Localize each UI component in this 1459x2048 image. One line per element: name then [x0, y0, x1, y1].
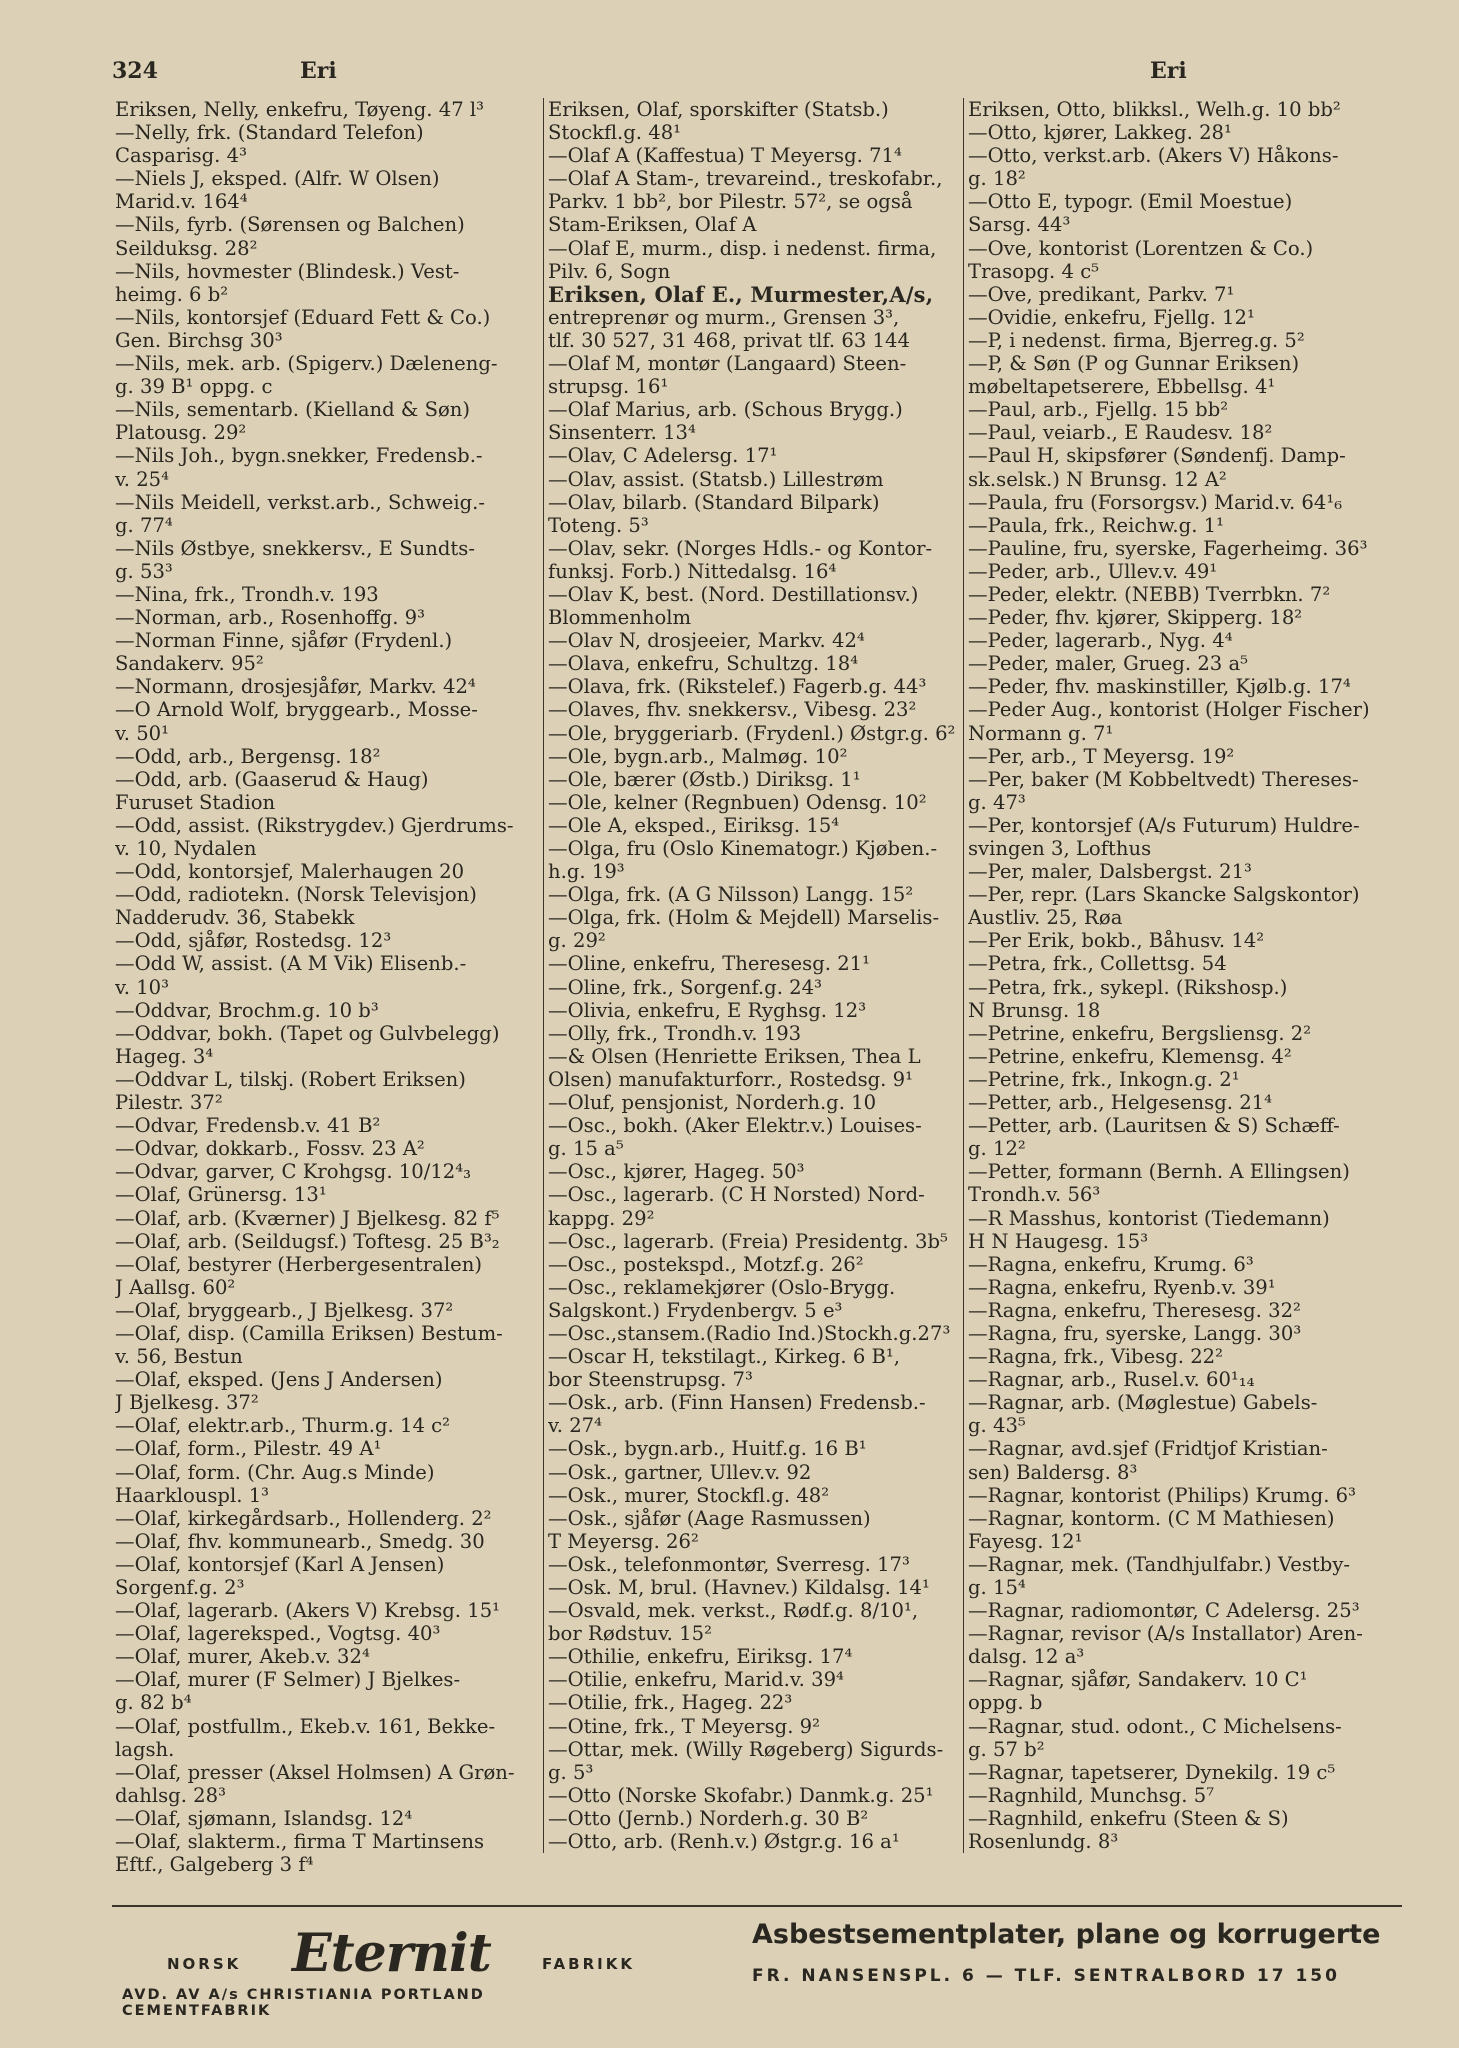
directory-line: —Olaf, form., Pilestr. 49 A¹ [115, 1437, 382, 1461]
directory-line: —Olaf, lagerarb. (Akers V) Krebsg. 15¹ [115, 1599, 501, 1623]
directory-line: kappg. 29² [548, 1206, 655, 1230]
directory-line: g. 18² [968, 167, 1026, 191]
directory-line: —Olav N, drosjeeier, Markv. 42⁴ [548, 629, 865, 653]
directory-line: —Peder, maler, Grueg. 23 a⁵ [968, 652, 1249, 676]
directory-line: J Bjelkesg. 37² [115, 1391, 259, 1415]
directory-line: —Olaf, Grünersg. 13¹ [115, 1183, 327, 1207]
directory-line: —Osc., kjører, Hageg. 50³ [548, 1160, 805, 1184]
directory-line: —Ragnar, mek. (Tandhjulfabr.) Vestby- [968, 1552, 1351, 1576]
directory-line: —Olav K, best. (Nord. Destillationsv.) [548, 582, 919, 606]
directory-line: svingen 3, Lofthus [968, 837, 1152, 860]
directory-line: v. 25⁴ [115, 467, 169, 491]
directory-line: —Ottar, mek. (Willy Røgeberg) Sigurds- [548, 1737, 944, 1761]
directory-line: Eftf., Galgeberg 3 f⁴ [115, 1853, 314, 1877]
directory-line: Eriksen, Olaf E., Murmester,A/s, [548, 282, 934, 306]
directory-line: —Osc., bokh. (Aker Elektr.v.) Louises- [548, 1114, 922, 1138]
directory-line: —Oline, enkefru, Theresesg. 21¹ [548, 952, 870, 976]
directory-line: —Otto (Jernb.) Norderh.g. 30 B² [548, 1806, 869, 1830]
directory-line: —P, i nedenst. firma, Bjerreg.g. 5² [968, 328, 1305, 352]
directory-line: —Olav, bilarb. (Standard Bilpark) [548, 490, 880, 514]
directory-line: —Olly, frk., Trondh.v. 193 [548, 1021, 802, 1045]
directory-line: —Norman, arb., Rosenhoffg. 9³ [115, 606, 425, 630]
directory-line: —Odvar, Fredensb.v. 41 B² [115, 1114, 381, 1138]
directory-line: Pilestr. 37² [115, 1091, 223, 1115]
directory-line: —Ragnar, revisor (A/s Installator) Aren- [968, 1622, 1363, 1646]
directory-line: —Ragnhild, enkefru (Steen & S) [968, 1806, 1289, 1830]
right-running-head: Eri [1150, 58, 1187, 84]
directory-line: —Peder, fhv. kjører, Skipperg. 18² [968, 606, 1303, 630]
directory-line: —Petra, frk., Collettsg. 54 [968, 952, 1227, 976]
directory-line: —Othilie, enkefru, Eiriksg. 17⁴ [548, 1645, 853, 1669]
directory-line: —Normann, drosjesjåfør, Markv. 42⁴ [115, 675, 476, 699]
directory-line: —Odd, arb., Bergensg. 18² [115, 744, 381, 768]
directory-line: —Oddvar, Brochm.g. 10 b³ [115, 998, 379, 1022]
directory-line: Sandakerv. 95² [115, 652, 264, 676]
directory-line: g. 77⁴ [115, 513, 173, 537]
directory-line: Platousg. 29² [115, 421, 247, 445]
directory-line: Sarsg. 44³ [968, 213, 1071, 237]
directory-line: J Aallsg. 60² [115, 1275, 236, 1299]
directory-line: sk.selsk.) N Brunsg. 12 A² [968, 467, 1227, 491]
directory-line: —Otine, frk., T Meyersg. 9² [548, 1714, 821, 1738]
directory-line: —Osk., arb. (Finn Hansen) Fredensb.- [548, 1391, 926, 1415]
directory-line: —Olaf A (Kaffestua) T Meyersg. 71⁴ [548, 144, 902, 168]
directory-line: —O Arnold Wolf, bryggearb., Mosse- [115, 698, 478, 722]
directory-line: bor Rødstuv. 15² [548, 1622, 712, 1646]
directory-line: Olsen) manufakturforr., Rostedsg. 9¹ [548, 1067, 913, 1091]
directory-line: —Oddvar, bokh. (Tapet og Gulvbelegg) [115, 1021, 500, 1045]
directory-line: —Peder, lagerarb., Nyg. 4⁴ [968, 629, 1233, 653]
directory-line: —R Masshus, kontorist (Tiedemann) [968, 1206, 1330, 1230]
directory-line: —Nils, mek. arb. (Spigerv.) Dæleneng- [115, 352, 498, 376]
directory-line: —Ove, kontorist (Lorentzen & Co.) [968, 236, 1314, 260]
directory-line: Sinsenterr. 13⁴ [548, 421, 696, 445]
directory-line: —P, & Søn (P og Gunnar Eriksen) [968, 352, 1300, 376]
directory-line: Austliv. 25, Røa [968, 906, 1123, 930]
directory-line: —Per, kontorsjef (A/s Futurum) Huldre- [968, 813, 1360, 837]
directory-line: —Petrine, frk., Inkogn.g. 2¹ [968, 1067, 1240, 1091]
directory-line: g. 15 a⁵ [548, 1137, 624, 1161]
directory-line: —Ragnar, sjåfør, Sandakerv. 10 C¹ [968, 1668, 1308, 1692]
directory-line: v. 10, Nydalen [115, 837, 257, 860]
directory-line: —Ragna, fru, syerske, Langg. 30³ [968, 1321, 1302, 1345]
directory-line: —Peder, arb., Ullev.v. 49¹ [968, 559, 1218, 583]
directory-line: heimg. 6 b² [115, 282, 229, 306]
directory-line: —Olaf, presser (Aksel Holmsen) A Grøn- [115, 1760, 515, 1784]
directory-line: —Oddvar L, tilskj. (Robert Eriksen) [115, 1067, 466, 1091]
directory-line: Trasopg. 4 c⁵ [968, 259, 1100, 283]
directory-line: —Olaf, arb. (Seildugsf.) Toftesg. 25 B³₂ [115, 1229, 500, 1253]
directory-line: —Ole, bærer (Østb.) Diriksg. 1¹ [548, 767, 861, 791]
directory-line: —Paul, arb., Fjellg. 15 bb² [968, 398, 1229, 422]
directory-line: —Osc., lagerarb. (Freia) Presidentg. 3b⁵ [548, 1229, 948, 1253]
directory-line: —Ragnar, arb., Rusel.v. 60¹₁₄ [968, 1368, 1255, 1392]
directory-line: v. 56, Bestun [115, 1345, 243, 1369]
logo-norsk: NORSK [167, 1955, 242, 1973]
directory-line: —Paula, fru (Forsorgsv.) Marid.v. 64¹₆ [968, 490, 1343, 514]
directory-line: Blommenholm [548, 606, 692, 630]
ad-text [752, 1919, 1402, 1986]
directory-line: v. 50¹ [115, 721, 169, 745]
directory-line: —Olaf, kontorsjef (Karl A Jensen) [115, 1552, 445, 1576]
directory-line: Eriksen, Otto, blikksl., Welh.g. 10 bb² [968, 98, 1341, 121]
directory-line: tlf. 30 527, 31 468, privat tlf. 63 144 [548, 328, 910, 352]
directory-line: —Per Erik, bokb., Båhusv. 14² [968, 929, 1265, 953]
directory-line: strupsg. 16¹ [548, 375, 669, 399]
directory-line: —Nils, hovmester (Blindesk.) Vest- [115, 259, 460, 283]
directory-line: —Ragnar, kontorist (Philips) Krumg. 6³ [968, 1483, 1356, 1507]
directory-line: —Ole, bryggeriarb. (Frydenl.) Østgr.g. 6² [548, 721, 956, 745]
directory-line: g. 15⁴ [968, 1576, 1026, 1599]
directory-line: —Olaf, eksped. (Jens J Andersen) [115, 1368, 443, 1392]
directory-line: —Petrine, enkefru, Bergsliensg. 2² [968, 1021, 1312, 1045]
directory-line: —Osk. M, brul. (Havnev.) Kildalsg. 14¹ [548, 1576, 930, 1599]
directory-line: —Pauline, fru, syerske, Fagerheimg. 36³ [968, 536, 1368, 560]
eternit-advertisement [112, 1905, 1402, 2019]
directory-line: —Otto, kjører, Lakkeg. 28¹ [968, 121, 1232, 145]
directory-line: g. 47³ [968, 790, 1026, 814]
directory-line: —Olaf Marius, arb. (Schous Brygg.) [548, 398, 903, 422]
directory-line: —& Olsen (Henriette Eriksen, Thea L [548, 1044, 921, 1068]
directory-line: Stam-Eriksen, Olaf A [548, 213, 757, 237]
directory-line: —Per, arb., T Meyersg. 19² [968, 744, 1235, 768]
directory-line: —Olaf, murer, Akeb.v. 32⁴ [115, 1645, 370, 1669]
directory-line: —Ragna, enkefru, Theresesg. 32² [968, 1298, 1301, 1322]
directory-line: —Norman Finne, sjåfør (Frydenl.) [115, 629, 453, 653]
directory-line: —Olaf, arb. (Kværner) J Bjelkesg. 82 f⁵ [115, 1206, 500, 1230]
directory-line: g. 82 b⁴ [115, 1691, 192, 1715]
directory-line: —Ragnar, kontorm. (C M Mathiesen) [968, 1506, 1335, 1530]
directory-line: g. 39 B¹ oppg. c [115, 375, 273, 399]
column-1 [115, 98, 535, 1876]
logo-fabrikk: FABRIKK [542, 1955, 635, 1973]
directory-line: —Olaf, bryggearb., J Bjelkesg. 37² [115, 1298, 454, 1322]
directory-line: —Ole, bygn.arb., Malmøg. 10² [548, 744, 848, 768]
directory-line: Furuset Stadion [115, 790, 276, 814]
directory-line: Eriksen, Olaf, sporskifter (Statsb.) [548, 98, 889, 121]
directory-line: Seilduksg. 28² [115, 236, 258, 260]
directory-line: —Ragnar, tapetserer, Dynekilg. 19 c⁵ [968, 1760, 1336, 1784]
directory-line: —Olav, sekr. (Norges Hdls.- og Kontor- [548, 536, 933, 560]
directory-line: —Otto (Norske Skofabr.) Danmk.g. 25¹ [548, 1783, 934, 1807]
directory-line: —Olga, frk. (A G Nilsson) Langg. 15² [548, 883, 914, 907]
directory-line: g. 29² [548, 929, 606, 953]
directory-line: —Petrine, enkefru, Klemensg. 4² [968, 1044, 1292, 1068]
directory-line: T Meyersg. 26² [548, 1529, 699, 1553]
logo-subline: AVD. AV A/s CHRISTIANIA PORTLAND CEMENTFABRIK [122, 1987, 485, 2019]
directory-line: —Otto E, typogr. (Emil Moestue) [968, 190, 1293, 214]
directory-line: —Odd W, assist. (A M Vik) Elisenb.- [115, 952, 467, 976]
directory-line: —Odd, kontorsjef, Malerhaugen 20 [115, 860, 465, 884]
directory-line: —Olaf E, murm., disp. i nedenst. firma, [548, 236, 937, 260]
directory-line: —Nils, sementarb. (Kielland & Søn) [115, 398, 471, 422]
directory-line: —Petter, formann (Bernh. A Ellingsen) [968, 1160, 1350, 1184]
directory-line: —Petter, arb., Helgesensg. 21⁴ [968, 1091, 1272, 1115]
directory-line: —Peder, fhv. maskinstiller, Kjølb.g. 17⁴ [968, 675, 1351, 699]
directory-line: Sorgenf.g. 2³ [115, 1576, 245, 1599]
directory-line: —Olga, frk. (Holm & Mejdell) Marselis- [548, 906, 940, 930]
directory-line: —Olga, fru (Oslo Kinematogr.) Kjøben.- [548, 837, 938, 860]
directory-line: Salgskont.) Frydenbergv. 5 e³ [548, 1298, 843, 1322]
directory-line: —Oluf, pensjonist, Norderh.g. 10 [548, 1091, 877, 1115]
directory-line: —Oscar H, tekstilagt., Kirkeg. 6 B¹, [548, 1345, 901, 1369]
directory-line: —Nina, frk., Trondh.v. 193 [115, 582, 379, 606]
directory-line: —Olava, frk. (Rikstelef.) Fagerb.g. 44³ [548, 675, 927, 699]
directory-line: Pilv. 6, Sogn [548, 259, 671, 283]
directory-line: —Olaf, postfullm., Ekeb.v. 161, Bekke- [115, 1714, 496, 1738]
directory-line: —Nils, fyrb. (Sørensen og Balchen) [115, 213, 465, 237]
directory-line: —Ragna, frk., Vibesg. 22² [968, 1345, 1224, 1369]
directory-line: —Olaf, kirkegårdsarb., Hollenderg. 2² [115, 1506, 492, 1530]
directory-line: —Ove, predikant, Parkv. 7¹ [968, 282, 1235, 306]
directory-line: Eriksen, Nelly, enkefru, Tøyeng. 47 l³ [115, 98, 485, 121]
directory-line: —Ovidie, enkefru, Fjellg. 12¹ [968, 305, 1255, 329]
directory-line: —Olaf, sjømann, Islandsg. 12⁴ [115, 1806, 413, 1830]
directory-line: —Osk., murer, Stockfl.g. 48² [548, 1483, 830, 1507]
directory-line: dahlsg. 28³ [115, 1783, 226, 1807]
directory-line: —Olaf, elektr.arb., Thurm.g. 14 c² [115, 1414, 451, 1438]
directory-line: —Osk., telefonmontør, Sverresg. 17³ [548, 1552, 910, 1576]
ad-address: FR. NANSENSPL. 6 — TLF. SENTRALBORD 17 150 [752, 1966, 1340, 1986]
directory-line: —Peder Aug., kontorist (Holger Fischer) [968, 698, 1370, 722]
directory-line: g. 53³ [115, 559, 173, 583]
directory-line: —Olava, enkefru, Schultzg. 18⁴ [548, 652, 859, 676]
directory-line: Haarklouspl. 1³ [115, 1483, 270, 1507]
directory-line: —Nils Østbye, snekkersv., E Sundts- [115, 536, 475, 560]
directory-line: Marid.v. 164⁴ [115, 190, 248, 214]
directory-line: oppg. b [968, 1691, 1043, 1715]
directory-line: —Ragna, enkefru, Ryenb.v. 39¹ [968, 1275, 1276, 1299]
directory-line: møbeltapetserere, Ebbellsg. 4¹ [968, 375, 1276, 399]
directory-line: v. 10³ [115, 975, 169, 999]
directory-line: —Odd, sjåfør, Rostedsg. 12³ [115, 929, 392, 953]
directory-line: g. 12² [968, 1137, 1026, 1161]
directory-line: —Nils Meidell, verkst.arb., Schweig.- [115, 490, 485, 514]
directory-line: Trondh.v. 56³ [968, 1183, 1101, 1207]
directory-line: —Per, repr. (Lars Skancke Salgskontor) [968, 883, 1360, 907]
directory-line: —Olaves, fhv. snekkersv., Vibesg. 23² [548, 698, 917, 722]
directory-line: —Osc., reklamekjører (Oslo-Brygg. [548, 1275, 896, 1299]
directory-line: —Osk., bygn.arb., Huitf.g. 16 B¹ [548, 1437, 867, 1461]
directory-line: —Paula, frk., Reichw.g. 1¹ [968, 513, 1224, 537]
directory-line: —Olaf, fhv. kommunearb., Smedg. 30 [115, 1529, 485, 1553]
directory-line: —Osc., lagerarb. (C H Norsted) Nord- [548, 1183, 925, 1207]
directory-line: Casparisg. 4³ [115, 144, 247, 168]
directory-line: —Ragnar, radiomontør, C Adelersg. 25³ [968, 1599, 1360, 1623]
directory-line: —Petra, frk., sykepl. (Rikshosp.) [968, 975, 1288, 999]
directory-line: H N Haugesg. 15³ [968, 1229, 1149, 1253]
directory-line: —Peder, elektr. (NEBB) Tverrbkn. 7² [968, 582, 1331, 606]
directory-line: —Ragnar, avd.sjef (Fridtjof Kristian- [968, 1437, 1328, 1461]
directory-line: Toteng. 5³ [548, 513, 649, 537]
directory-line: bor Steenstrupsg. 7³ [548, 1368, 753, 1392]
directory-line: —Olaf, slakterm., firma T Martinsens [115, 1830, 485, 1854]
directory-line: Fayesg. 12¹ [968, 1529, 1083, 1553]
directory-line: —Ragnar, stud. odont., C Michelsens- [968, 1714, 1342, 1738]
directory-line: —Olivia, enkefru, E Ryghsg. 12³ [548, 998, 867, 1022]
directory-line: —Ragna, enkefru, Krumg. 6³ [968, 1252, 1254, 1276]
directory-line: —Otto, arb. (Renh.v.) Østgr.g. 16 a¹ [548, 1830, 900, 1854]
directory-line: —Ragnar, arb. (Møglestue) Gabels- [968, 1391, 1318, 1415]
directory-line: —Osc.,stansem.(Radio Ind.)Stockh.g.27³ [548, 1321, 951, 1345]
directory-line: g. 5³ [548, 1760, 594, 1784]
directory-line: —Olaf, lagereksped., Vogtsg. 40³ [115, 1622, 441, 1646]
directory-line: —Paul, veiarb., E Raudesv. 18² [968, 421, 1273, 445]
directory-line: —Osvald, mek. verkst., Rødf.g. 8/10¹, [548, 1599, 919, 1623]
directory-line: v. 27⁴ [548, 1414, 602, 1438]
logo-brand: Eternit [292, 1923, 491, 1984]
directory-line: —Osc., postekspd., Motzf.g. 26² [548, 1252, 864, 1276]
directory-line: h.g. 19³ [548, 860, 625, 884]
directory-line: —Olaf, form. (Chr. Aug.s Minde) [115, 1460, 435, 1484]
directory-line: sen) Baldersg. 8³ [968, 1460, 1138, 1484]
directory-line: Rosenlundg. 8³ [968, 1830, 1119, 1854]
directory-line: —Osk., gartner, Ullev.v. 92 [548, 1460, 812, 1484]
column-3 [963, 98, 1398, 1853]
directory-line: funksj. Forb.) Nittedalsg. 16⁴ [548, 559, 837, 583]
directory-line: —Nils Joh., bygn.snekker, Fredensb.- [115, 444, 483, 468]
column-2 [543, 98, 966, 1853]
directory-line: —Petter, arb. (Lauritsen & S) Schæff- [968, 1114, 1340, 1138]
directory-line: g. 43⁵ [968, 1414, 1026, 1438]
directory-line: entreprenør og murm., Grensen 3³, [548, 305, 900, 329]
directory-line: —Odd, radiotekn. (Norsk Televisjon) [115, 883, 477, 907]
directory-line: —Odvar, garver, C Krohgsg. 10/12⁴₃ [115, 1160, 471, 1184]
directory-line: Parkv. 1 bb², bor Pilestr. 57², se også [548, 190, 913, 214]
directory-line: —Odd, assist. (Rikstrygdev.) Gjerdrums- [115, 813, 514, 837]
directory-line: Stockfl.g. 48¹ [548, 121, 682, 145]
directory-line: N Brunsg. 18 [968, 998, 1101, 1022]
directory-line: —Niels J, eksped. (Alfr. W Olsen) [115, 167, 440, 191]
directory-line: —Olaf A Stam-, trevareind., treskofabr., [548, 167, 943, 191]
directory-line: —Olaf, bestyrer (Herbergesentralen) [115, 1252, 482, 1276]
ad-headline: Asbestsementplater, plane og korrugerte [752, 1919, 1381, 1950]
directory-line: —Per, baker (M Kobbeltvedt) Thereses- [968, 767, 1359, 791]
directory-line: lagsh. [115, 1737, 175, 1761]
directory-line: —Olaf, disp. (Camilla Eriksen) Bestum- [115, 1321, 503, 1345]
directory-line: —Nils, kontorsjef (Eduard Fett & Co.) [115, 305, 491, 329]
directory-line: —Ole, kelner (Regnbuen) Odensg. 10² [548, 790, 927, 814]
directory-line: —Per, maler, Dalsbergst. 21³ [968, 860, 1252, 884]
directory-line: —Odd, arb. (Gaaserud & Haug) [115, 767, 429, 791]
directory-line: —Nelly, frk. (Standard Telefon) [115, 121, 424, 145]
directory-line: —Otto, verkst.arb. (Akers V) Håkons- [968, 144, 1339, 168]
directory-line: —Olav, C Adelersg. 17¹ [548, 444, 778, 468]
directory-line: —Olaf, murer (F Selmer) J Bjelkes- [115, 1668, 461, 1692]
directory-line: g. 57 b² [968, 1737, 1045, 1761]
directory-line: Normann g. 7¹ [968, 721, 1114, 745]
directory-line: —Paul H, skipsfører (Søndenfj. Damp- [968, 444, 1346, 468]
directory-line: —Otilie, enkefru, Marid.v. 39⁴ [548, 1668, 844, 1692]
directory-line: —Odvar, dokkarb., Fossv. 23 A² [115, 1137, 425, 1161]
directory-line: —Otilie, frk., Hageg. 22³ [548, 1691, 793, 1715]
directory-line: Nadderudv. 36, Stabekk [115, 906, 355, 930]
directory-line: —Oline, frk., Sorgenf.g. 24³ [548, 975, 822, 999]
directory-line: —Olav, assist. (Statsb.) Lillestrøm [548, 467, 884, 491]
directory-line: —Olaf M, montør (Langaard) Steen- [548, 352, 907, 376]
directory-line: Gen. Birchsg 30³ [115, 328, 283, 352]
directory-line: —Ragnhild, Munchsg. 5⁷ [968, 1783, 1215, 1807]
directory-line: dalsg. 12 a³ [968, 1645, 1085, 1669]
page-number: 324 [112, 58, 158, 84]
directory-line: —Ole A, eksped., Eiriksg. 15⁴ [548, 813, 840, 837]
directory-line: Hageg. 3⁴ [115, 1044, 214, 1068]
left-running-head: Eri [300, 58, 337, 84]
directory-line: —Osk., sjåfør (Aage Rasmussen) [548, 1506, 871, 1530]
